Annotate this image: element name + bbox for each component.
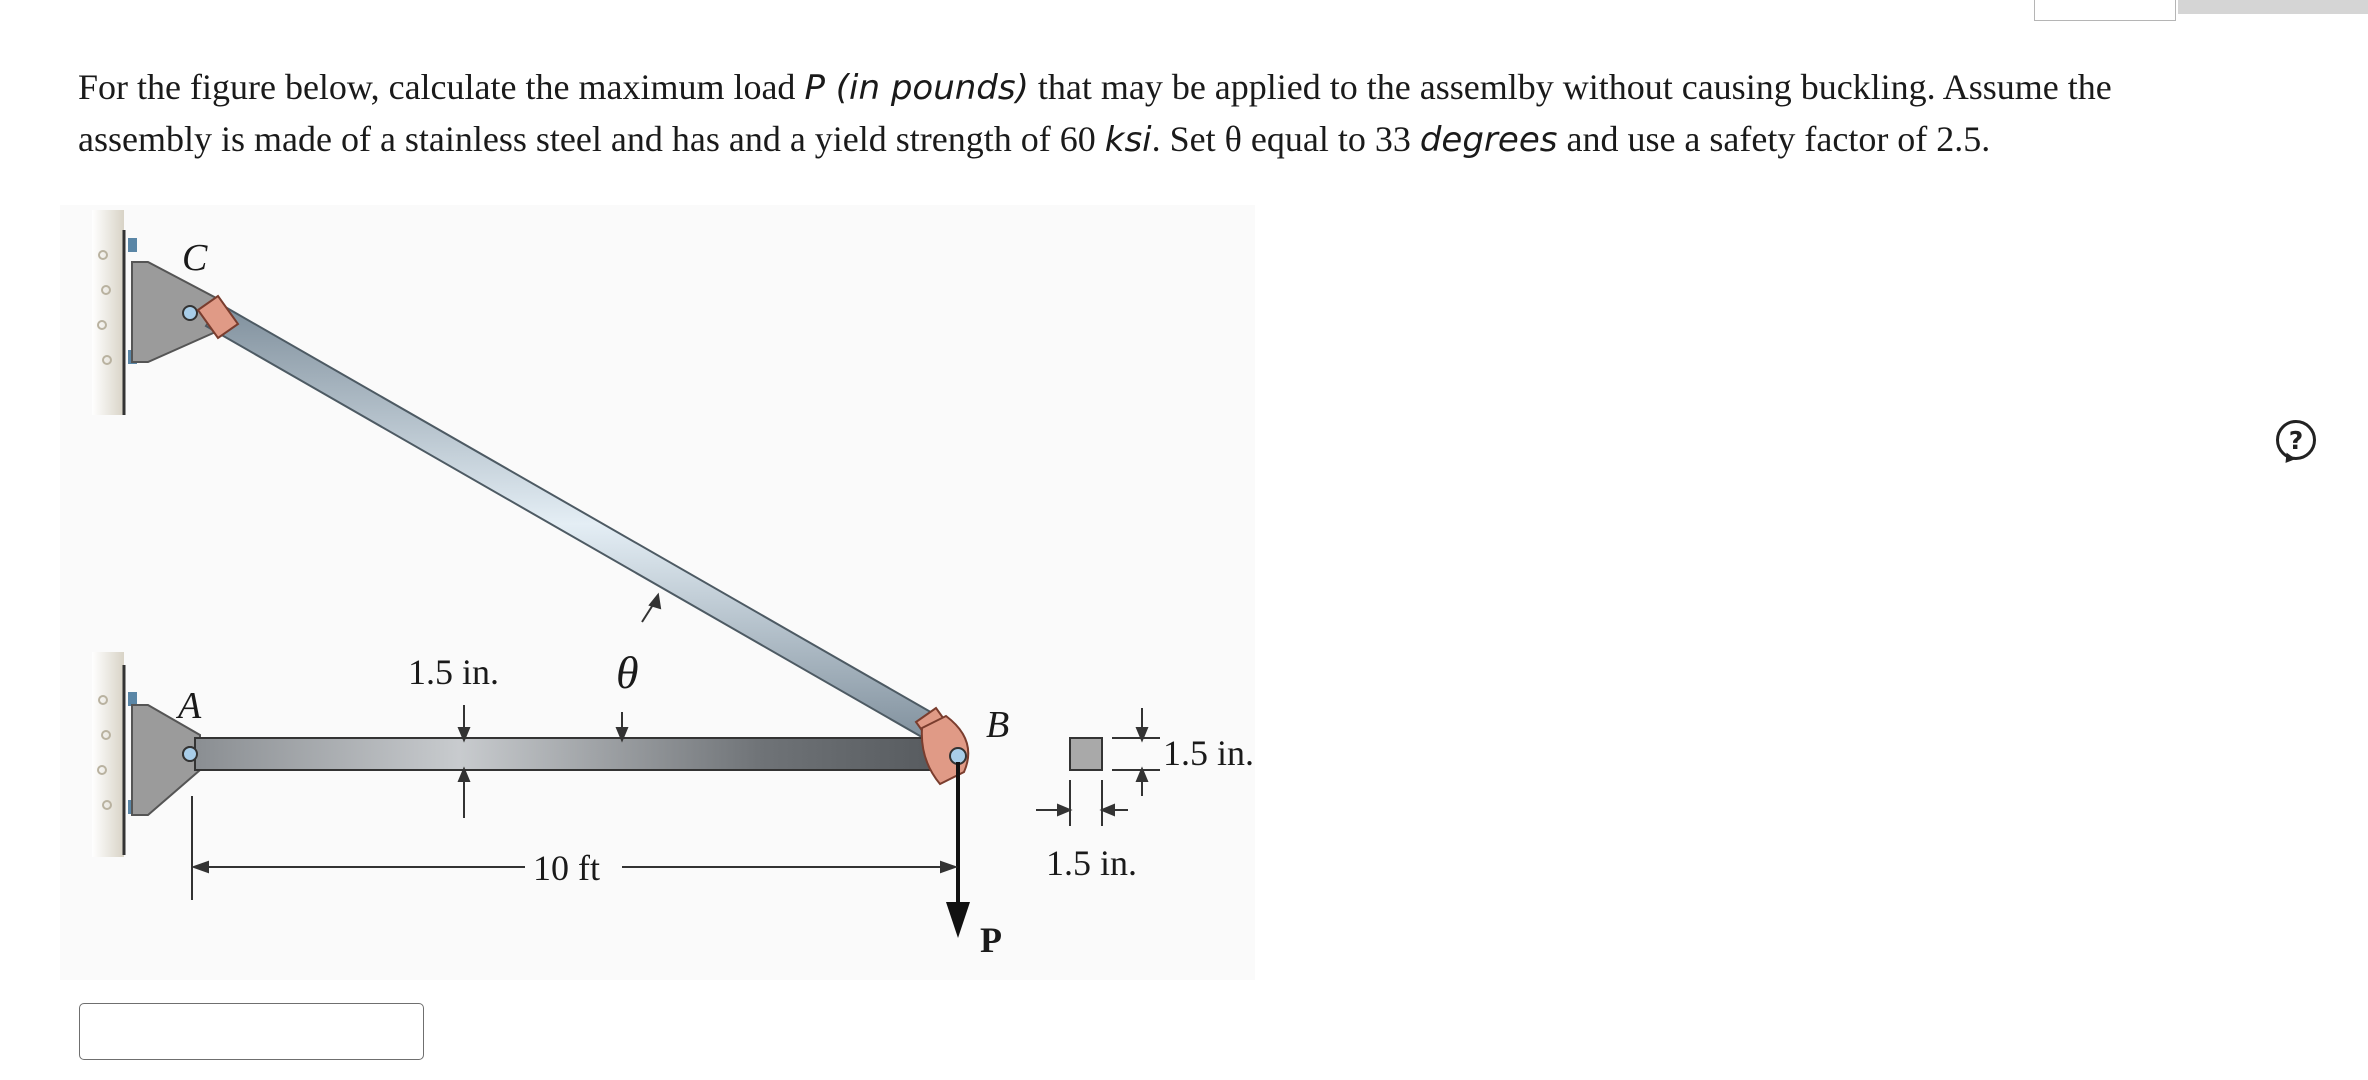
section-height-label: 1.5 in. <box>1163 733 1255 773</box>
degrees-unit: degrees <box>1419 120 1558 160</box>
label-a: A <box>178 685 202 727</box>
answer-input[interactable] <box>79 1003 424 1060</box>
question-text-3: . Set θ equal to 33 <box>1151 119 1420 159</box>
help-symbol: ? <box>2288 425 2304 455</box>
question-text-4: and use a safety factor of 2.5. <box>1557 119 1991 159</box>
strut-ab <box>183 738 950 770</box>
label-b: B <box>986 704 1010 746</box>
label-theta: θ <box>616 647 639 698</box>
length-label: 10 ft <box>533 848 600 888</box>
member-thickness-label: 1.5 in. <box>408 652 500 692</box>
section-width-label: 1.5 in. <box>1046 843 1138 883</box>
ksi-unit: ksi <box>1104 120 1152 160</box>
label-c: C <box>182 237 208 279</box>
help-icon[interactable] <box>2276 420 2316 460</box>
label-p: P <box>980 920 1002 960</box>
top-toolbar-bar <box>2178 0 2368 14</box>
question-text-2: that may be applied to the assemlby without causing buckling. Assume the assembly is made of a stainless steel and has and a yield strength of 60 <box>78 67 2112 159</box>
load-variable: P (in pounds) <box>804 68 1029 108</box>
top-toolbar-box <box>2034 0 2176 21</box>
question-text-1: For the figure below, calculate the maximum load <box>78 67 805 107</box>
